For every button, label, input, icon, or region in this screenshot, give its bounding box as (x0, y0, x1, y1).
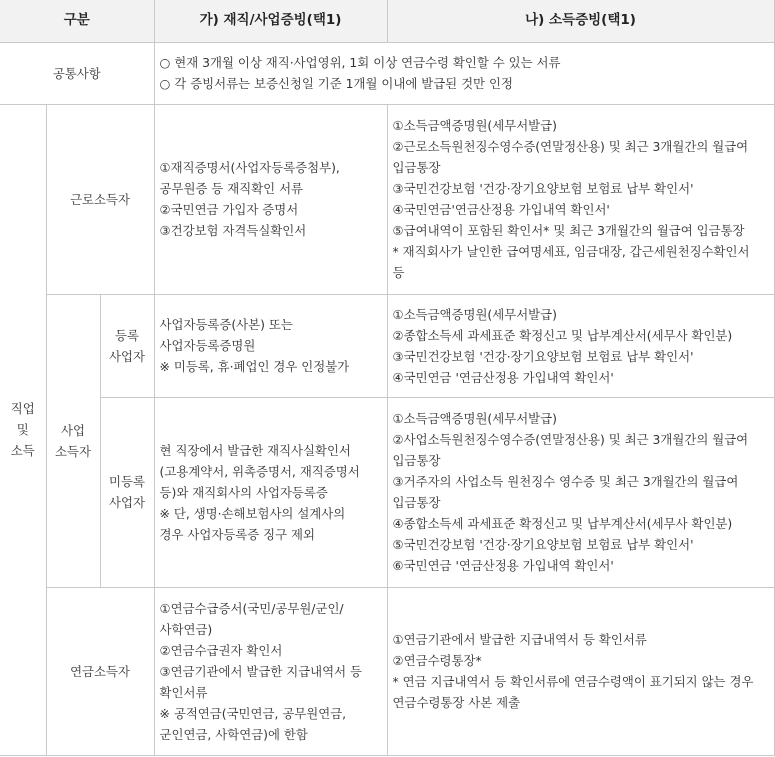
unregistered-business-label: 미등록 사업자 (100, 397, 154, 587)
unregistered-income-proof: ①소득금액증명원(세무서발급) ②사업소득원천징수영수증(연말정산용) 및 최근 3개월간의 월급여 입금통장 ③거주자의 사업소득 원천징수 영수증 및 최근 3개월간의 월급여 입금통장 ④종합소득세 과세표준 확정신고 및 납부계산서(세무사 확인분) ⑤국민건강보험 '건강·장기요양보험 보험료 납부 확인서' ⑥국민연금 '연금산정용 가입내역 확인서' (387, 397, 774, 587)
business-income-label: 사업 소득자 (46, 294, 100, 587)
registered-business-row (0, 294, 774, 397)
employee-employment-proof: ①재직증명서(사업자등록증첨부), 공무원증 등 재직확인 서류 ②국민연금 가입자 증명서 ③건강보험 자격득실확인서 (154, 104, 387, 294)
unregistered-employment-proof: 현 직장에서 발급한 재직사실확인서 (고용계약서, 위촉증명서, 재직증명서 등)와 재직회사의 사업자등록증 ※ 단, 생명·손해보험사의 설계사의 경우 사업자등록증 징구 제외 (154, 397, 387, 587)
pension-row (0, 587, 774, 755)
common-note: ○ 각 증빙서류는 보증신청일 기준 1개월 이내에 발급된 것만 인정 (159, 76, 513, 91)
header-employment-proof: 가) 재직/사업증빙(택1) (154, 0, 387, 42)
common-label: 공통사항 (0, 42, 154, 104)
registered-business-label: 등록 사업자 (100, 294, 154, 397)
employee-income-proof: ①소득금액증명원(세무서발급) ②근로소득원천징수영수증(연말정산용) 및 최근 3개월간의 월급여 입금통장 ③국민건강보험 '건강·장기요양보험 보험료 납부 확인서' ④국민연금'연금산정용 가입내역 확인서' ⑤급여내역이 포함된 확인서* 및 최근 3개월간의 월급여 입금통장 * 재직회사가 날인한 급여명세표, 임금대장, 갑근세원천징수확인서 등 (387, 104, 774, 294)
registered-employment-proof: 사업자등록증(사본) 또는 사업자등록증명원 ※ 미등록, 휴·폐업인 경우 인정불가 (154, 294, 387, 397)
common-row (0, 42, 774, 104)
pension-income-proof: ①연금기관에서 발급한 지급내역서 등 확인서류 ②연금수령통장* * 연금 지급내역서 등 확인서류에 연금수령액이 표기되지 않는 경우 연금수령통장 사본 제출 (387, 587, 774, 755)
unregistered-business-row (0, 397, 774, 587)
header-category: 구분 (0, 0, 154, 42)
common-note: ○ 현재 3개월 이상 재직·사업영위, 1회 이상 연금수령 확인할 수 있는 서류 (159, 55, 561, 70)
pension-employment-proof: ①연금수급증서(국민/공무원/군인/ 사학연금) ②연금수급권자 확인서 ③연금기관에서 발급한 지급내역서 등 확인서류 ※ 공적연금(국민연금, 공무원연금, 군인연금, 사학연금)에 한함 (154, 587, 387, 755)
header-income-proof: 나) 소득증빙(택1) (387, 0, 774, 42)
common-notes (154, 42, 774, 104)
employee-label: 근로소득자 (46, 104, 154, 294)
header-row (0, 0, 774, 42)
employee-row (0, 104, 774, 294)
pension-label: 연금소득자 (46, 587, 154, 755)
job-income-label: 직업 및 소득 (0, 104, 46, 755)
registered-income-proof: ①소득금액증명원(세무서발급) ②종합소득세 과세표준 확정신고 및 납부계산서(세무사 확인분) ③국민건강보험 '건강·장기요양보험 보험료 납부 확인서' ④국민연금 '연금산정용 가입내역 확인서' (387, 294, 774, 397)
